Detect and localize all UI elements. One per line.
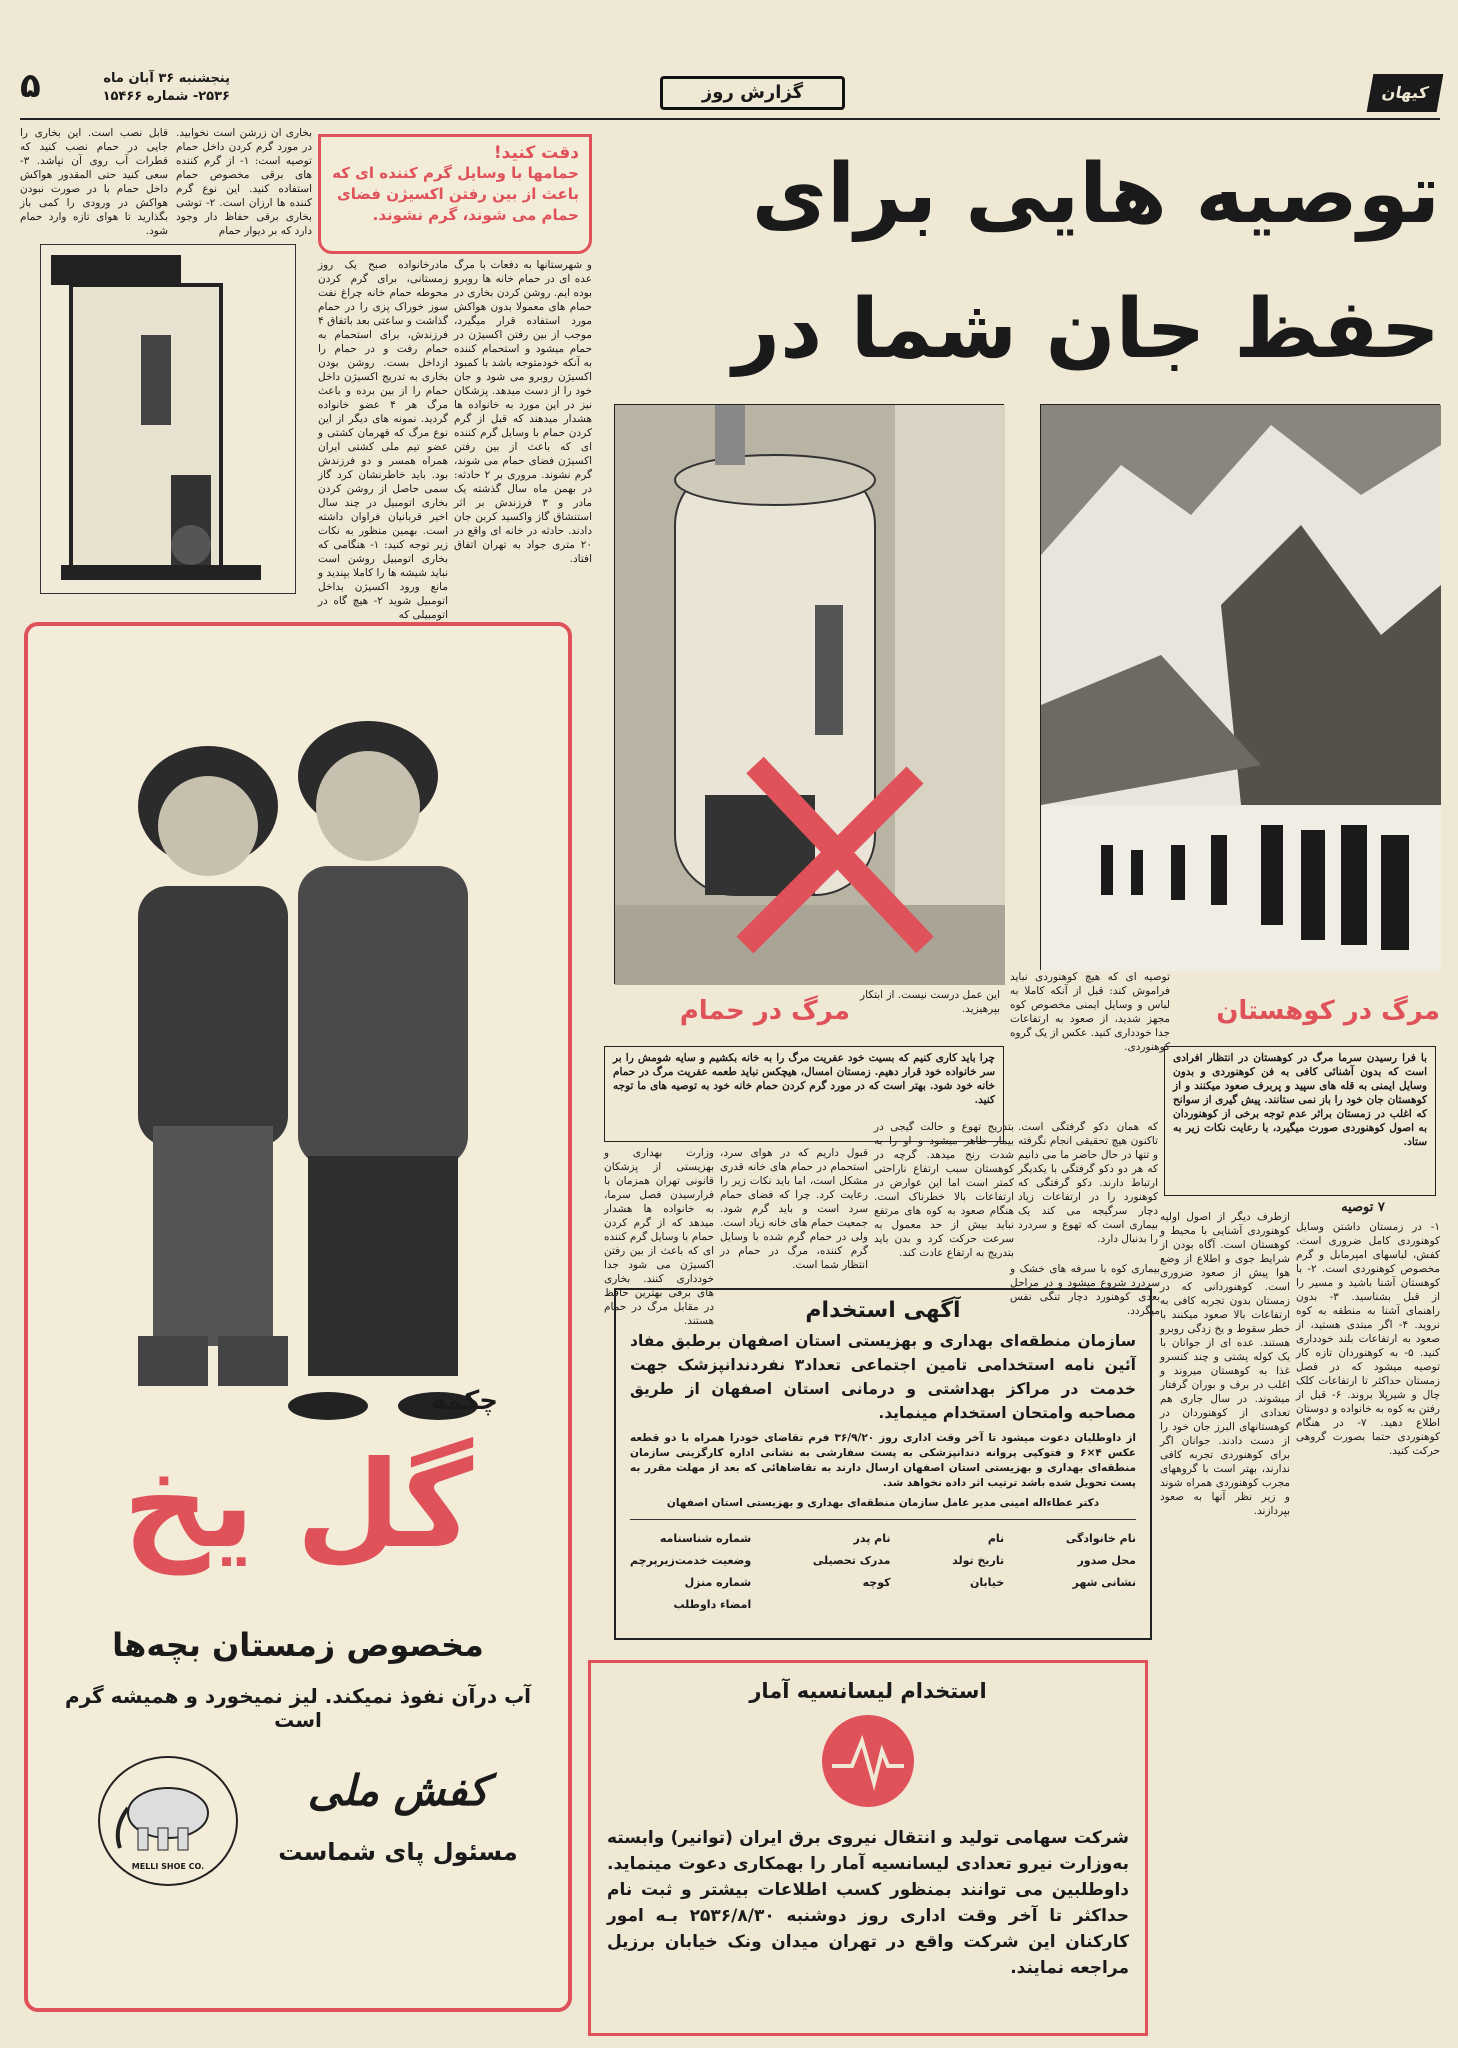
headline-line2: حفظ جان شما در — [732, 282, 1440, 377]
top-column-4: و شهرستانها به دفعات با مرگ عده ای در حمام خانه ها روبرو بوده ایم. روشن کردن بخاری در حمام های معمولا بدون هواکش مورد استفاده قرار میگیرد، موجب از بین رفتن اکسیژن در حمام میشود و استحمام کننده به آنکه خودمتوجه باشد با کمبود اکسیژن روبرو می شود و جان خود را از دست میدهد. پزشکان نیز در این مورد به خانواده ها هشدار میدهند که قبل از گرم کردن حمام با وسایل گرم کننده ای که باعث از بین رفتن اکسیژن فضای حمام می شوند، گرم نشوند. مروری بر ۲ حادثه: در بهمن ماه سال گذشته یک مادر و ۳ فرزندش بر اثر استنشاق گاز واکسید کربن جان دادند. حادثه در خانه ای واقع در ۲۰ متری جواد به تهران اتفاق افتاد. — [454, 259, 593, 565]
recommend-column: ۱- در زمستان داشتن وسایل کوهنوردی کامل ضروری است. کفش، لباسهای امپرمابل و گرم مخصوص کوهنوردی است. ۲- با کوهستان آشنا باشید و مسیر را از قبل بشناسید. ۳- بدون راهنمای آشنا به منطقه به کوه نروید. ۴- اگر مبتدی هستید، از صعود به ارتفاعات بلند خودداری کنید. ۵- به کوهنوردان تازه کار توصیه میشود که در فصل زمستان حداکثر تا ارتفاعات کلک چال و شیرپلا بروند. ۶- قبل از رفتن به کوه به خانواده و دوستان اطلاع دهید. ۷- در هنگام کوهنوردی حتما بصورت گروهی حرکت کنید. — [1296, 1221, 1440, 1457]
job-ad2-body: شرکت سهامی تولید و انتقال نیروی برق ایران (توانیر) وابسته به‌وزارت نیرو تعدادی لیسانسیه آمار را بهمکاری دعوت مینماید. داوطلبین می توانند بمنظور کسب اطلاعات بیشتر و ثبت نام حداکثر تا آخر وقت اداری روز دوشنبه ۲۵۳۶/۸/۳۰ بـه امور کارکنان این شرکت واقع در تهران میدان ونک خیابان برزیل مراجعه نمایند. — [607, 1828, 1129, 1978]
center-column: ازطرف دیگر از اصول اولیه کوهنوردی آشنایی با محیط و کوهستان است. آگاه بودن از شرایط جوی و اطلاع از وضع هوا پیش از صعود ضروری است. کوهنوردانی که در زمستان بدون تجربه کافی به ارتفاعات بالا صعود میکنند با خطر سقوط و یخ زدگی روبرو هستند. عده ای از جوانان با یک کوله پشتی و چند کنسرو غذا به کوهستان میروند و اغلب در برف و بوران گرفتار میشوند. در سال جاری هم تعدادی از کوهنوردان در کوهستانهای البرز جان خود را از دست دادند. جوانان اگر برای کوهنوردی تجربه کافی ندارند، بهتر است با گروههای مجرب کوهنوردی همراه شوند و زیر نظر آنها به صعود بپردازند. — [1160, 1211, 1290, 1517]
mountain-small-caption: توصیه ای که هیچ کوهنوردی نباید فراموش کند: قبل از آنکه کاملا به لباس و وسایل ایمنی مخصوص کوه مجهز شدید، از صعود به ارتفاعات جدا خودداری کنید. عکس از یک گروه کوهنوردی. — [1010, 971, 1170, 1053]
tavanir-logo-icon — [818, 1711, 918, 1811]
children-photo — [98, 686, 538, 1486]
elephant-icon — [108, 1768, 228, 1858]
mid-column-3: بتدریج تهوع و حالت گیجی در بیمار ظاهر میشود و او را به شدت رنج میدهد. گرچه در کوهستان سبب ارتفاع ناراحتی کمتر است اما این عوارض در ارتفاعات بالا خطرناک است. هنگام صعود به کوه های مرتفع نباید بیش از حد معمول به سرعت حرکت کرد و بدن باید بتدریج به ارتفاع عادت کند. — [874, 1121, 1014, 1259]
issue-number: ۲۵۳۶- شماره ۱۵۴۶۶ — [102, 89, 230, 104]
form-field: وضعیت خدمت‌زیرپرچم — [630, 1554, 752, 1567]
form-field: تاریخ تولد — [952, 1554, 1005, 1567]
mountain-warning-box: با فرا رسیدن سرما مرگ در کوهستان در انتظار افرادی است که بدون آشنائی کافی به فن کوهنوردی و بدون وسایل ایمنی به قله های سپید و پربرف صعود میکنند و از کوهستان جان خود را باز نمی ستانند. پیش گیری از سوانح که اغلب در زمستان براثر عدم توجه برخی از کوهنوردان به اصول کوهنوردی صورت میگیرد، با رعایت نکات زیر به ستاد. — [1164, 1046, 1436, 1196]
warning-title: دقت کنید! — [493, 143, 579, 163]
form-field: نشانی شهر — [1072, 1576, 1136, 1589]
newspaper-logo: کیهان — [1367, 74, 1444, 112]
heater-illustration — [41, 245, 297, 595]
heater-photo — [40, 244, 296, 594]
form-field: نام — [987, 1532, 1005, 1545]
job-ad-dentists — [614, 1288, 1152, 1640]
warning-text: حمامها با وسایل گرم کننده ای که باعث از بین رفتن اکسیژن فضای حمام می شوند، گرم نشوند. — [332, 164, 579, 224]
form-field: نام پدر — [853, 1532, 891, 1545]
boot-tagline: چکمه — [430, 1386, 498, 1416]
form-field: مدرک تحصیلی — [812, 1554, 891, 1567]
tavanir-logo — [607, 1711, 1129, 1815]
form-col-2 — [952, 1528, 1004, 1616]
boot-ad — [24, 622, 572, 2012]
melli-logo — [98, 1756, 238, 1886]
bath-warning-box: چرا باید کاری کنیم که بسیت خود عفریت مرگ را به خانه بکشیم و سایه شومش را بر سر خانواده خود قرار دهیم. زمستان امسال، هیچکس نباید طعمه عفریت مرگ در حمام خانه خود شود. بهتر است که در مورد گرم کردن حمام خانه خود به توصیه های ما توجه کنید. — [604, 1046, 1004, 1142]
top-column-3: مادرخانواده صبح یک روز زمستانی، برای گرم کردن محوطه حمام خانه چراغ نفت سوز خوراک پزی را در حمام گذاشت و ساعتی بعد باتفاق ۴ فرزندش، برای استحمام به حمام رفت و در حمام را ازداخل بست. روشن بودن بخاری به تدریج اکسیژن داخل حمام را از بین برده و باعث مرگ هر ۴ عضو خانواده گردید. نمونه های دیگر از این نوع مرگ که قهرمان کشتی و عضو تیم ملی کشتی ایران همراه همسر و دو فرزندش بود. باید خاطرنشان کرد گاز سمی حاصل از روشن کردن بخاری اتومبیل در چند سال اخیر قربانیان فراوان داشته است. بهمین منظور به نکات زیر توجه کنید: ۱- هنگامی که بخاری اتومبیل روشن است نباید شیشه ها را کاملا بپندید و مانع ورود اکسیژن بداخل اتومبیل شوید ۲- هیچ گاه در اتومبیلی که — [318, 259, 448, 621]
warning-box — [318, 134, 592, 254]
form-field: محل صدور — [1077, 1554, 1136, 1567]
form-col-4 — [630, 1528, 751, 1616]
top-column-2: بخاری ان زرشن است نخوابید. در مورد گرم کردن داخل حمام توصیه است: ۱- از گرم کننده های برقی مخصوص حمام استفاده کنید. این نوع گرم کننده ها ارزان است. ۲- توشی بخاری برقی حفاظ دار وجود دارد که بر دیوار حمام — [176, 127, 312, 237]
bath-caption: مرگ در حمام — [679, 996, 850, 1026]
form-col-3 — [813, 1528, 891, 1616]
logo-caption: MELLI SHOE CO. — [131, 1862, 205, 1871]
mid-column-2: قبول داریم که در هوای سرد، استحمام در حمام های خانه قدری مشکل است، اما باید نکات زیر را رعایت کرد. چرا که فضای حمام سرد است و باید گرم شود. جمعیت حمام های خانه زیاد است. ولی در حمام گرم شده با وسایل گرم کننده، مرگ در حمام در انتظار شما است. — [720, 1147, 868, 1271]
form-field: کوچه — [862, 1576, 891, 1589]
water-heater-image — [615, 405, 1005, 985]
job-ad-title: آگهی استخدام — [805, 1298, 961, 1323]
company-name: کفش ملی — [307, 1766, 489, 1815]
form-field: شماره منزل — [684, 1576, 752, 1589]
form-col-1 — [1066, 1528, 1136, 1616]
top-column-1: قابل نصب است. این بخاری را جایی در حمام نصب کنید که قطرات آب روی آن نپاشد. ۳- سعی کنید حتی المقدور هواکش داخل حمام با در صورت نبودن هواکش در ورودی را کمی باز بگذارید تا هوای تازه وارد حمام شود. — [20, 127, 168, 237]
page-number: ۵ — [20, 66, 41, 106]
section-title: گزارش روز — [660, 76, 845, 110]
job-ad-body: سازمان منطقه‌ای بهداری و بهزیستی استان اصفهان برطبق مفاد آئین نامه استخدامی تامین اجتماعی تعداد۳ نفردندانپزشک جهت خدمت در مراکز بهداشتی و درمانی استان اصفهان از طریق مصاحبه وامتحان استخدام مینماید. — [630, 1332, 1136, 1422]
mid-column-5: بیماری کوه با سرفه های خشک و سردرد شروع میشود و در مراحل بعدی کوهنورد دچار تنگی نفس میگردد. — [1010, 1263, 1160, 1317]
boot-subtitle: مخصوص زمستان بچه‌ها — [112, 1626, 484, 1664]
bath-small-caption: این عمل درست نیست. از ابتکار بپرهیزید. — [860, 989, 1000, 1015]
job-ad-form — [630, 1519, 1136, 1616]
form-field: امضاء داوطلب — [673, 1598, 752, 1611]
form-field: خیابان — [969, 1576, 1005, 1589]
job-ad-signature: دکتر عطاءاله امینی مدیر عامل سازمان منطقه‌ای بهداری و بهزیستی استان اصفهان — [666, 1497, 1100, 1509]
recommend-title: ۷ توصیه — [1341, 1200, 1385, 1215]
headline-line1: توصیه هایی برای — [751, 147, 1440, 242]
mountain-caption: مرگ در کوهستان — [1216, 996, 1440, 1026]
mountain-photo — [1040, 404, 1440, 970]
mountain-climbers-image — [1041, 405, 1441, 971]
mid-column-4: که همان دکو گرفتگی است. تاکنون هیچ تحقیقی انجام نگرفته و تنها در حال حاضر ما می دانیم که هر دو دکو گرفتگی با یکدیگر ارتباط دارند. دکو گرفتگی که کوهنورد را در ارتفاعات زیاد دچار سرگیجه می کند یک بیماری است که تهوع و سردرد را بدنبال دارد. — [1018, 1121, 1158, 1245]
boot-brand: گل یخ — [122, 1436, 474, 1575]
form-field: شماره شناسنامه — [659, 1532, 752, 1545]
boot-slogan: آب درآن نفوذ نمیکند. لیز نمیخورد و همیشه گرم است — [64, 1684, 532, 1732]
company-slogan: مسئول پای شماست — [278, 1838, 518, 1866]
issue-date: پنجشنبه ۳۶ آبان ماه — [103, 71, 230, 86]
job-ad2-title: استخدام لیسانسیه آمار — [749, 1679, 987, 1703]
job-ad-notice: از داوطلبان دعوت میشود تا آخر وقت اداری روز ۳۶/۹/۲۰ فرم تقاضای خودرا همراه با دو قطعه عکس ۴×۶ و فتوکپی پروانه دندانپزشکی به پست سفارشی به نشانی اداره کارگزینی سازمان منطقه‌ای بهداری و بهزیستی استان اصفهان ارسال دارند به تقاضاهائی که بعد از مهلت مقرر به پست تحویل شده باشد ترتیب اثر داده نخواهد شد. — [630, 1432, 1136, 1489]
mid-column-1: وزارت بهداری و بهزیستی از پزشکان قانونی تهران همزمان با فرارسیدن فصل سرما، به خانواده ها هشدار میدهد که از گرم کردن حمام با وسایل گرم کننده ای که باعث از بین رفتن اکسیژن می شود جدا خودداری کنند. بخاری های برقی بهترین حافظ در مقابل مرگ در حمام هستند. — [604, 1147, 714, 1327]
masthead-rule — [20, 118, 1440, 120]
job-ad-statistics — [588, 1660, 1148, 2036]
bath-photo — [614, 404, 1004, 984]
issue-info — [60, 70, 230, 106]
form-field: نام خانوادگی — [1065, 1532, 1136, 1545]
